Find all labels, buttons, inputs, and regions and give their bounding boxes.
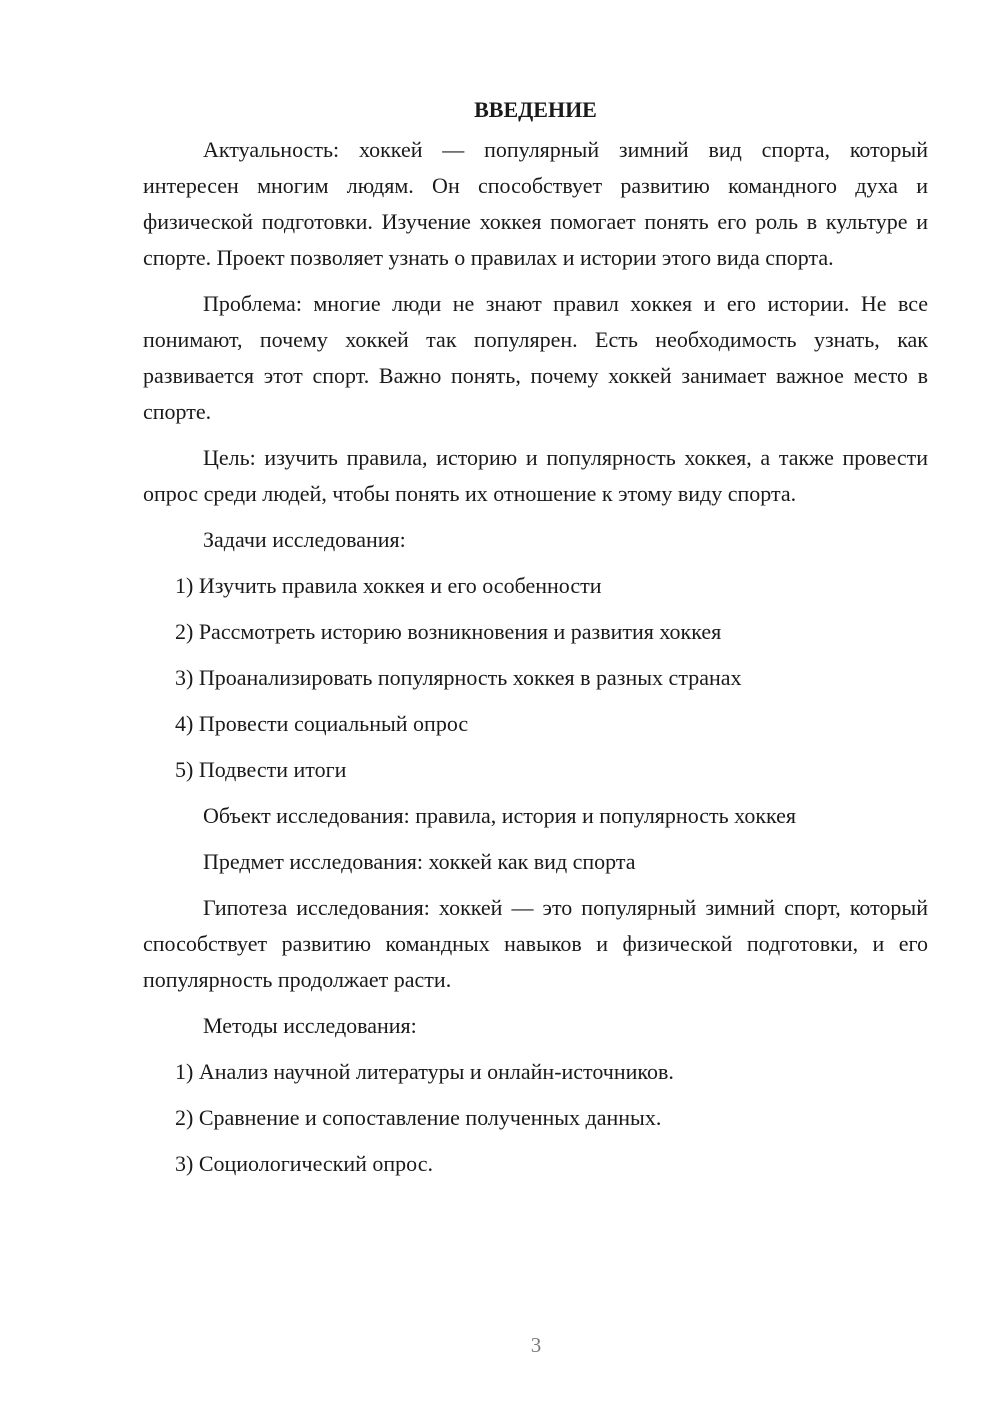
task-item-5: 5) Подвести итоги [175, 757, 347, 782]
methods-heading: Методы исследования: [203, 1013, 417, 1038]
tasks-heading: Задачи исследования: [203, 527, 406, 552]
hypothesis-paragraph: Гипотеза исследования: хоккей — это популярный зимний спорт, который способствует развитию командных навыков и физической подготовки, и его популярность продолжает расти. [143, 895, 928, 992]
research-subject: Предмет исследования: хоккей как вид спорта [203, 849, 636, 874]
goal-paragraph: Цель: изучить правила, историю и популярность хоккея, а также провести опрос среди людей, чтобы понять их отношение к этому виду спорта. [143, 445, 928, 506]
task-item-1: 1) Изучить правила хоккея и его особенности [175, 573, 602, 598]
page-number: 3 [530, 1333, 542, 1357]
method-item-3: 3) Социологический опрос. [175, 1151, 433, 1176]
task-item-2: 2) Рассмотреть историю возникновения и развития хоккея [175, 619, 722, 644]
relevance-paragraph: Актуальность: хоккей — популярный зимний вид спорта, который интересен многим людям. Он способствует развитию командного духа и физической подготовки. Изучение хоккея помогает понять его роль в культуре и спорте. Проект позволяет узнать о правилах и истории этого вида спорта. [143, 137, 928, 270]
document-body [143, 92, 928, 1192]
task-item-3: 3) Проанализировать популярность хоккея в разных странах [175, 665, 742, 690]
page-title: ВВЕДЕНИЕ [474, 97, 597, 122]
problem-paragraph: Проблема: многие люди не знают правил хоккея и его истории. Не все понимают, почему хоккей так популярен. Есть необходимость узнать, как развивается этот спорт. Важно понять, почему хоккей занимает важное место в спорте. [143, 291, 928, 424]
research-object: Объект исследования: правила, история и популярность хоккея [203, 803, 797, 828]
method-item-2: 2) Сравнение и сопоставление полученных данных. [175, 1105, 662, 1130]
task-item-4: 4) Провести социальный опрос [175, 711, 469, 736]
method-item-1: 1) Анализ научной литературы и онлайн-источников. [175, 1059, 674, 1084]
